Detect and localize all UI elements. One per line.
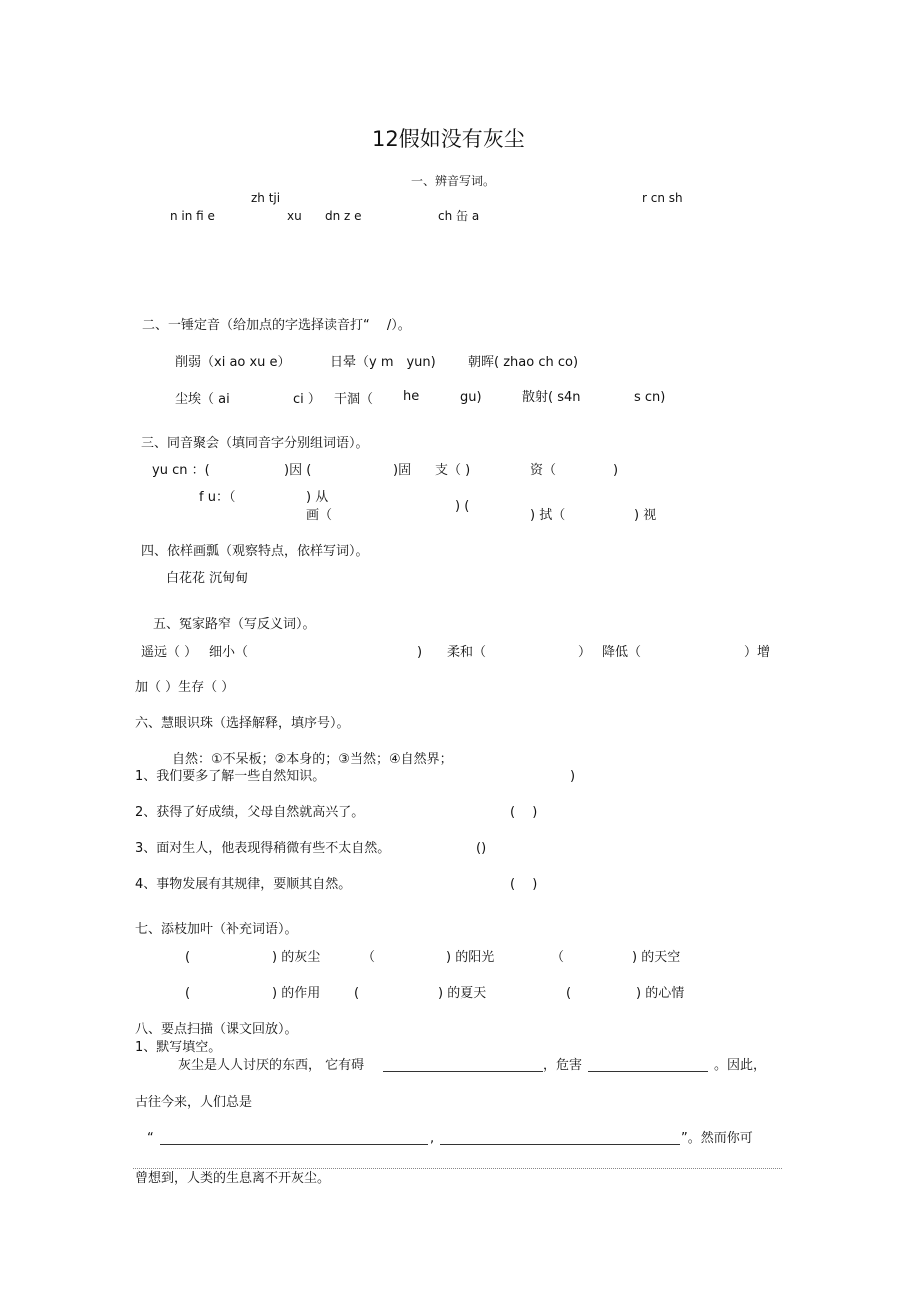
question-item: 3、面对生人，他表现得稍微有些不太自然。 <box>135 841 391 856</box>
answer-blank: () <box>476 841 487 856</box>
exercise-item: 朝晖( zhao ch co) <box>468 355 579 370</box>
fill-blank-line[interactable] <box>160 1144 428 1145</box>
exercise-item: ) ( <box>455 499 470 514</box>
exercise-item: he <box>403 389 420 404</box>
exercise-item: 加（ ）生存（ ） <box>135 680 235 695</box>
exercise-item: 降低（ <box>602 645 642 660</box>
exercise-item: ) 的灰尘 <box>272 950 321 965</box>
answer-blank: ( ) <box>510 805 538 820</box>
fill-text: “ <box>147 1131 154 1146</box>
section-4-heading: 四、依样画瓢（观察特点，依样写词）。 <box>141 544 369 559</box>
pinyin-text: ch 缶 a <box>438 209 480 223</box>
section-7-heading: 七、添枝加叶（补充词语）。 <box>135 922 298 937</box>
exercise-item: ) <box>417 645 423 660</box>
exercise-item: ( <box>354 986 360 1001</box>
exercise-item: ci ） <box>293 392 321 407</box>
answer-blank: ) <box>570 769 576 784</box>
fill-text: 。因此， <box>714 1058 767 1073</box>
fill-blank-line[interactable] <box>383 1071 543 1072</box>
dotted-divider <box>133 1168 782 1169</box>
subsection-heading: 1、默写填空。 <box>135 1040 222 1055</box>
pinyin-text: xu <box>287 209 302 223</box>
fill-text: 古往今来，人们总是 <box>135 1095 253 1110</box>
exercise-item: yu cn ：( <box>152 463 210 478</box>
fill-blank-line[interactable] <box>440 1144 680 1145</box>
exercise-item: ) 的心情 <box>636 986 685 1001</box>
exercise-item: 干涸（ <box>334 392 374 407</box>
exercise-item: ) 的夏天 <box>438 986 487 1001</box>
fill-text: ”。然而你可 <box>681 1131 753 1146</box>
section-6-heading: 六、慧眼识珠（选择解释，填序号）。 <box>135 716 350 731</box>
example-words: 白花花 沉甸甸 <box>166 571 249 586</box>
question-item: 1、我们要多了解一些自然知识。 <box>135 769 326 784</box>
section-2-heading: 二、一锤定音（给加点的字选择读音打“ /）。 <box>142 318 411 333</box>
page-title: 12假如没有灰尘 <box>372 127 525 151</box>
exercise-item: gu) <box>460 390 482 405</box>
exercise-item: 画（ <box>306 508 333 523</box>
question-item: 2、获得了好成绩，父母自然就高兴了。 <box>135 805 365 820</box>
pinyin-text: dn z e <box>325 209 362 223</box>
exercise-item: ）增 <box>744 645 771 660</box>
exercise-item: ） <box>578 645 592 660</box>
exercise-item: 柔和（ <box>447 645 487 660</box>
exercise-item: 细小（ <box>209 645 249 660</box>
fill-text: , <box>430 1131 435 1146</box>
exercise-item: 削弱（xi ao xu e） <box>175 355 291 370</box>
exercise-item: ( <box>185 950 191 965</box>
exercise-item: ) <box>613 463 619 478</box>
exercise-item: ) 的阳光 <box>446 950 495 965</box>
exercise-item: 尘埃（ ai <box>175 392 230 407</box>
exercise-item: ) 的作用 <box>272 986 321 1001</box>
fill-text: 灰尘是人人讨厌的东西， 它有碍 <box>178 1058 365 1073</box>
exercise-item: )因 ( <box>284 463 312 478</box>
section-1-heading: 一、辨音写词。 <box>411 174 496 188</box>
section-8-heading: 八、要点扫描（课文回放）。 <box>135 1022 298 1037</box>
exercise-item: 遥远（ ） <box>141 645 198 660</box>
section-3-heading: 三、同音聚会（填同音字分别组词语）。 <box>141 436 369 451</box>
options-text: 自然：①不呆板；②本身的；③当然；④自然界； <box>172 752 453 767</box>
pinyin-text: zh tji <box>251 191 281 205</box>
exercise-item: （ <box>551 950 565 965</box>
exercise-item: f u：（ <box>199 490 236 505</box>
exercise-item: ( <box>566 986 572 1001</box>
exercise-item: （ <box>362 950 376 965</box>
exercise-item: ) 从 <box>306 490 329 505</box>
pinyin-text: n in fi e <box>170 209 215 223</box>
exercise-item: 支（ ) <box>435 463 471 478</box>
answer-blank: ( ) <box>510 877 538 892</box>
exercise-item: s cn) <box>634 390 666 405</box>
exercise-item: ) 视 <box>634 508 657 523</box>
fill-blank-line[interactable] <box>588 1071 708 1072</box>
pinyin-text: r cn sh <box>642 191 683 205</box>
fill-text: 曾想到，人类的生息离不开灰尘。 <box>135 1171 331 1186</box>
exercise-item: ( <box>185 986 191 1001</box>
fill-text: ，危害 <box>543 1058 583 1073</box>
section-5-heading: 五、冤家路窄（写反义词）。 <box>153 617 316 632</box>
exercise-item: 散射( s4n <box>522 390 581 405</box>
question-item: 4、事物发展有其规律，要顺其自然。 <box>135 877 352 892</box>
exercise-item: ) 的天空 <box>632 950 681 965</box>
exercise-item: 日晕（y m yun) <box>330 355 436 370</box>
exercise-item: )固 <box>393 463 412 478</box>
exercise-item: ) 拭（ <box>530 508 566 523</box>
exercise-item: 资（ <box>530 463 557 478</box>
